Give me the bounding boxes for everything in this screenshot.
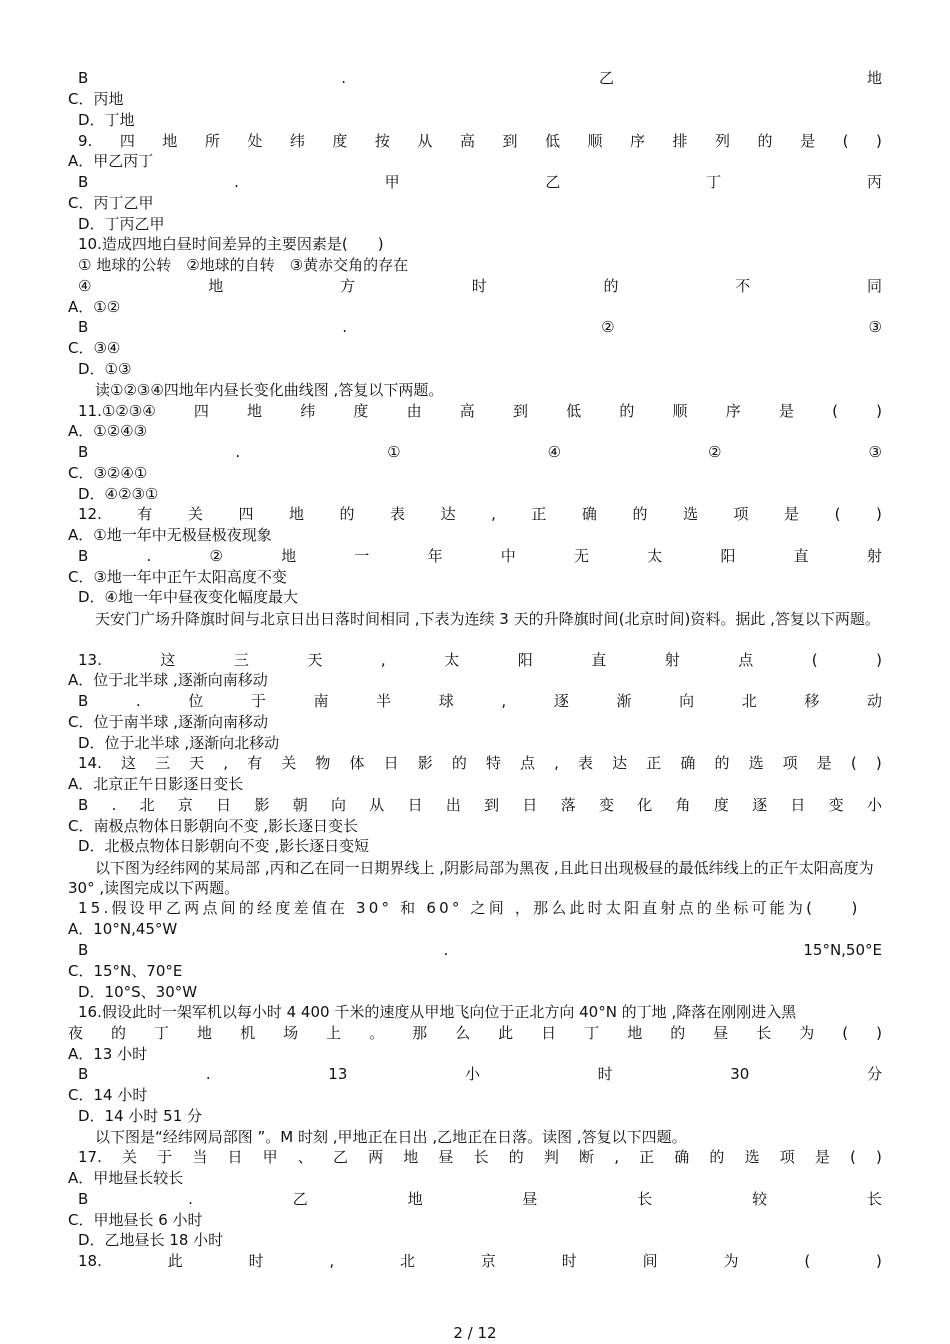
q12-stem xyxy=(78,505,882,524)
text-token: 小 xyxy=(866,796,882,814)
text-token: 这 xyxy=(120,754,136,772)
text-token: , xyxy=(614,1148,619,1166)
text-token: 的 xyxy=(111,1024,127,1042)
text-token: 正 xyxy=(639,1148,655,1166)
q15-option-b xyxy=(78,941,882,960)
text-token: B xyxy=(78,941,89,959)
text-token: 15°N,50°E xyxy=(803,941,882,959)
text-token: 的 xyxy=(670,1024,686,1042)
q8-option-c: C．丙地 xyxy=(68,90,124,108)
text-token: 低 xyxy=(544,132,560,150)
text-token: 地 xyxy=(866,69,882,87)
text-token: 17. xyxy=(78,1148,102,1166)
text-token: 地 xyxy=(288,505,304,523)
text-token: ( xyxy=(804,1252,811,1270)
text-token: 时 xyxy=(248,1252,264,1270)
text-token: 序 xyxy=(630,132,646,150)
text-token: 丁 xyxy=(706,173,722,191)
text-token: 变 xyxy=(598,796,614,814)
text-token: 选 xyxy=(744,1148,760,1166)
text-token: 低 xyxy=(566,402,582,420)
text-token: 到 xyxy=(502,132,518,150)
text-token: 长 xyxy=(756,1024,772,1042)
q13-stem xyxy=(78,651,882,670)
text-token: ② xyxy=(708,443,722,461)
text-token: 选 xyxy=(748,754,764,772)
text-token: 四 xyxy=(193,402,209,420)
text-token: 是 xyxy=(784,505,800,523)
text-token: 京 xyxy=(177,796,193,814)
q13-option-c: C．位于南半球 ,逐渐向南移动 xyxy=(68,713,269,731)
text-token: 确 xyxy=(674,1148,690,1166)
text-token: 地 xyxy=(403,1148,419,1166)
text-token: 顺 xyxy=(587,132,603,150)
text-token: 昼 xyxy=(438,1148,454,1166)
text-token: 的 xyxy=(619,402,635,420)
text-token: 丁 xyxy=(584,1024,600,1042)
text-token: 长 xyxy=(473,1148,489,1166)
text-token: 向 xyxy=(679,692,695,710)
q9-option-d: D．丁丙乙甲 xyxy=(78,215,165,233)
q14-option-a: A．北京正午日影逐日变长 xyxy=(68,775,244,793)
text-token: 向 xyxy=(331,796,347,814)
text-token: 化 xyxy=(637,796,653,814)
text-token: 分 xyxy=(866,1065,882,1083)
text-token: 顺 xyxy=(672,402,688,420)
text-token: 地 xyxy=(162,132,178,150)
q16-option-b xyxy=(78,1065,882,1084)
q12-option-b xyxy=(78,547,882,566)
q8-option-d: D．丁地 xyxy=(78,111,135,129)
text-token: 。 xyxy=(369,1024,385,1042)
text-token: 项 xyxy=(733,505,749,523)
text-token: 直 xyxy=(591,651,607,669)
text-token: 排 xyxy=(672,132,688,150)
page-number: 2 / 12 xyxy=(453,1324,497,1342)
text-token: 射 xyxy=(664,651,680,669)
text-token: ① xyxy=(387,443,401,461)
text-token: 的 xyxy=(603,277,619,295)
q16-stem-line-2 xyxy=(68,1024,882,1043)
text-token: 朝 xyxy=(292,796,308,814)
text-token: , xyxy=(501,692,507,710)
text-token: B xyxy=(78,443,89,461)
text-token: , xyxy=(380,651,386,669)
text-token: 丙 xyxy=(866,173,882,191)
text-token: 13. xyxy=(78,651,102,669)
text-token: 点 xyxy=(520,754,536,772)
q16-option-d: D．14 小时 51 分 xyxy=(78,1107,203,1125)
text-token: 方 xyxy=(339,277,355,295)
text-token: 日 xyxy=(522,796,538,814)
q10-option-b xyxy=(78,318,882,337)
text-token: 所 xyxy=(204,132,220,150)
text-token: 夜 xyxy=(68,1024,84,1042)
q9-option-b xyxy=(78,173,882,192)
text-token: 长 xyxy=(866,1190,882,1208)
text-token: 影 xyxy=(417,754,433,772)
text-token: 年 xyxy=(427,547,443,565)
q9-stem xyxy=(78,132,882,151)
text-token: , xyxy=(223,754,229,772)
text-token: 乙 xyxy=(332,1148,348,1166)
text-token: 时 xyxy=(597,1065,613,1083)
q13-option-d: D．位于北半球 ,逐渐向北移动 xyxy=(78,734,280,752)
text-token: 太 xyxy=(444,651,460,669)
text-token: 逐 xyxy=(752,796,768,814)
text-token: 度 xyxy=(353,402,369,420)
text-token: 的 xyxy=(757,132,773,150)
text-token: 半 xyxy=(376,692,392,710)
text-token: 的 xyxy=(339,505,355,523)
text-token: 甲 xyxy=(262,1148,278,1166)
text-token: 为 xyxy=(723,1252,739,1270)
text-token: 的 xyxy=(709,1148,725,1166)
text-token: 不 xyxy=(735,277,751,295)
text-token: ④ xyxy=(547,443,562,461)
text-token: 场 xyxy=(283,1024,299,1042)
text-token: 天 xyxy=(307,651,323,669)
text-token: , xyxy=(329,1252,335,1270)
text-token: ( xyxy=(850,754,857,772)
text-token: 关 xyxy=(281,754,297,772)
text-token: ) xyxy=(875,754,882,772)
q15-option-a: A．10°N,45°W xyxy=(68,920,178,938)
text-token: B xyxy=(78,547,89,565)
text-token: 出 xyxy=(445,796,461,814)
text-token: 的 xyxy=(632,505,648,523)
text-token: 高 xyxy=(459,132,475,150)
q15-stem: 15.假设甲乙两点间的经度差值在 30° 和 60° 之间 ，那么此时太阳直射点的坐标可能为( ) xyxy=(78,899,861,917)
text-token: 渐 xyxy=(616,692,632,710)
text-token: 特 xyxy=(485,754,501,772)
text-token: 机 xyxy=(240,1024,256,1042)
text-token: 太 xyxy=(647,547,663,565)
q10-option-c: C．③④ xyxy=(68,339,121,357)
text-token: 地 xyxy=(627,1024,643,1042)
text-token: 角 xyxy=(675,796,691,814)
q14-option-d: D．北极点物体日影朝向不变 ,影长逐日变短 xyxy=(78,837,370,855)
text-token: 关 xyxy=(122,1148,138,1166)
text-token: 项 xyxy=(779,1148,795,1166)
q17-option-d: D．乙地昼长 18 小时 xyxy=(78,1231,224,1249)
text-token: 于 xyxy=(250,692,266,710)
text-token: 逐 xyxy=(553,692,569,710)
q11-option-d: D．④②③① xyxy=(78,485,159,503)
q17-stem xyxy=(78,1148,882,1167)
text-token: ) xyxy=(875,505,882,523)
text-token: 高 xyxy=(459,402,475,420)
text-token: 南 xyxy=(313,692,329,710)
text-token: 一 xyxy=(354,547,370,565)
text-token: 时 xyxy=(561,1252,577,1270)
text-token: ③ xyxy=(868,318,882,336)
text-token: ② xyxy=(209,547,223,565)
text-token: 从 xyxy=(369,796,385,814)
text-token: 日 xyxy=(383,754,399,772)
q16-option-c: C．14 小时 xyxy=(68,1086,148,1104)
text-token: . xyxy=(234,173,239,191)
text-token: . xyxy=(205,1065,211,1083)
text-token: B xyxy=(78,692,89,710)
text-token: 京 xyxy=(480,1252,496,1270)
text-token: 中 xyxy=(500,547,516,565)
text-token: ( xyxy=(834,505,841,523)
text-token: ( xyxy=(811,651,818,669)
text-token: 选 xyxy=(682,505,698,523)
text-token: 乙 xyxy=(292,1190,308,1208)
text-token: 北 xyxy=(139,796,155,814)
text-token: 30 xyxy=(730,1065,750,1083)
text-token: B xyxy=(78,318,89,336)
q12-option-a: A．①地一年中无极昼极夜现象 xyxy=(68,526,272,544)
text-token: 较 xyxy=(752,1190,768,1208)
text-token: . xyxy=(135,692,141,710)
text-token: 落 xyxy=(560,796,576,814)
text-token: 日 xyxy=(227,1148,243,1166)
text-token: 日 xyxy=(407,796,423,814)
text-token: 北 xyxy=(400,1252,416,1270)
text-token: 11.①②③④ xyxy=(78,402,156,420)
text-token: 三 xyxy=(155,754,171,772)
text-token: 度 xyxy=(713,796,729,814)
q9-option-a: A．甲乙丙丁 xyxy=(68,152,154,170)
text-token: 于 xyxy=(157,1148,173,1166)
text-token: 按 xyxy=(374,132,390,150)
text-token: ) xyxy=(876,1148,882,1166)
text-token: 正 xyxy=(646,754,662,772)
text-token: 达 xyxy=(440,505,456,523)
text-token: ) xyxy=(876,651,882,669)
text-token: 阳 xyxy=(517,651,533,669)
text-token: 18. xyxy=(78,1252,102,1270)
intro-q13-q14: 天安门广场升降旗时间与北京日出日落时间相同 ,下表为连续 3 天的升降旗时间(北京时间)资料。据此 ,答复以下两题。 xyxy=(95,610,880,628)
text-token: 由 xyxy=(406,402,422,420)
text-token: 那 xyxy=(412,1024,428,1042)
text-token: 地 xyxy=(407,1190,423,1208)
q16-option-a: A．13 小时 xyxy=(68,1045,148,1063)
q13-option-b xyxy=(78,692,882,711)
text-token: 点 xyxy=(738,651,754,669)
text-token: ② xyxy=(601,318,615,336)
text-token: 从 xyxy=(417,132,433,150)
text-token: 纬 xyxy=(289,132,305,150)
text-token: 四 xyxy=(238,505,254,523)
q10-factors: ① 地球的公转 ②地球的自转 ③黄赤交角的存在 xyxy=(78,256,409,274)
text-token: . xyxy=(443,941,449,959)
q17-option-b xyxy=(78,1190,882,1209)
text-token: 昼 xyxy=(522,1190,538,1208)
text-token: 表 xyxy=(578,754,594,772)
text-token: 确 xyxy=(581,505,597,523)
text-token: 地 xyxy=(208,277,224,295)
text-token: 序 xyxy=(725,402,741,420)
text-token: B xyxy=(78,1065,89,1083)
text-token: , xyxy=(491,505,496,523)
q10-option-a: A．①② xyxy=(68,298,121,316)
text-token: 是 xyxy=(816,754,832,772)
text-token: 地 xyxy=(197,1024,213,1042)
text-token: 体 xyxy=(349,754,365,772)
text-token: 日 xyxy=(216,796,232,814)
text-token: 纬 xyxy=(300,402,316,420)
text-token: 此 xyxy=(167,1252,183,1270)
q10-factor-4 xyxy=(78,277,882,296)
text-token: 到 xyxy=(484,796,500,814)
intro-q17-q20: 以下图是“经纬网局部图 ”。M 时刻 ,甲地正在日出 ,乙地正在日落。读图 ,答复以下四题。 xyxy=(95,1128,687,1146)
text-token: 球 xyxy=(438,692,454,710)
text-token: B xyxy=(78,173,89,191)
text-token: B xyxy=(78,1190,89,1208)
text-token: 天 xyxy=(189,754,205,772)
text-token: 列 xyxy=(715,132,731,150)
text-token: 三 xyxy=(233,651,249,669)
text-token: 此 xyxy=(498,1024,514,1042)
text-token: 的 xyxy=(714,754,730,772)
text-token: 动 xyxy=(866,692,882,710)
text-token: 乙 xyxy=(545,173,561,191)
text-token: 有 xyxy=(137,505,153,523)
text-token: B xyxy=(78,796,89,814)
text-token: 的 xyxy=(451,754,467,772)
text-token: 两 xyxy=(368,1148,384,1166)
text-token: 长 xyxy=(637,1190,653,1208)
intro-q15-q16: 以下图为经纬网的某局部 ,丙和乙在同一日期界线上 ,阴影局部为黑夜 ,且此日出现极昼的最低纬线上的正午太阳高度为 30° ,读图完成以下两题。 xyxy=(68,859,874,897)
text-token: 14. xyxy=(78,754,102,772)
q15-option-d: D．10°S、30°W xyxy=(78,983,198,1001)
text-token: 关 xyxy=(187,505,203,523)
text-token: 为 xyxy=(799,1024,815,1042)
text-token: 处 xyxy=(247,132,263,150)
text-token: 是 xyxy=(800,132,816,150)
text-token: ( xyxy=(842,1024,849,1042)
q18-stem xyxy=(78,1252,882,1271)
text-token: ③ xyxy=(868,443,882,461)
text-token: 变 xyxy=(828,796,844,814)
text-token: 度 xyxy=(332,132,348,150)
q13-option-a: A．位于北半球 ,逐渐向南移动 xyxy=(68,671,268,689)
text-token: 达 xyxy=(612,754,628,772)
q12-option-d: D．④地一年中昼夜变化幅度最大 xyxy=(78,588,298,606)
text-token: 射 xyxy=(866,547,882,565)
text-token: 到 xyxy=(512,402,528,420)
q15-option-c: C．15°N、70°E xyxy=(68,962,183,980)
text-token: 13 xyxy=(328,1065,348,1083)
text-token: 么 xyxy=(455,1024,471,1042)
text-token: 上 xyxy=(326,1024,342,1042)
text-token: 阳 xyxy=(720,547,736,565)
text-token: 昼 xyxy=(713,1024,729,1042)
text-token: ) xyxy=(876,1252,882,1270)
text-token: ④ xyxy=(78,277,92,295)
text-token: 影 xyxy=(254,796,270,814)
text-token: 表 xyxy=(390,505,406,523)
text-token: 地 xyxy=(281,547,297,565)
text-token: ) xyxy=(875,132,882,150)
q17-option-a: A．甲地昼长较长 xyxy=(68,1169,184,1187)
text-token: 物 xyxy=(315,754,331,772)
q10-option-d: D．①③ xyxy=(78,360,132,378)
text-token: 断 xyxy=(579,1148,595,1166)
q14-option-c: C．南极点物体日影朝向不变 ,影长逐日变长 xyxy=(68,817,359,835)
text-token: 乙 xyxy=(598,69,614,87)
intro-q11-q12: 读①②③④四地年内昼长变化曲线图 ,答复以下两题。 xyxy=(95,381,444,399)
text-token: 丁 xyxy=(154,1024,170,1042)
q14-stem xyxy=(78,754,882,773)
text-token: 、 xyxy=(297,1148,313,1166)
text-token: . xyxy=(341,69,347,87)
text-token: B xyxy=(78,69,89,87)
text-token: ) xyxy=(876,402,882,420)
text-token: 地 xyxy=(247,402,263,420)
text-token: 是 xyxy=(814,1148,830,1166)
q11-option-b xyxy=(78,443,882,462)
q11-option-c: C．③②④① xyxy=(68,464,148,482)
text-token: . xyxy=(111,796,117,814)
text-token: 9. xyxy=(78,132,93,150)
q11-option-a: A．①②④③ xyxy=(68,422,148,440)
text-token: 日 xyxy=(541,1024,557,1042)
text-token: 有 xyxy=(247,754,263,772)
text-token: 是 xyxy=(778,402,794,420)
text-token: 无 xyxy=(574,547,590,565)
q9-option-c: C．丙丁乙甲 xyxy=(68,194,154,212)
text-token: ( xyxy=(832,402,838,420)
text-token: 当 xyxy=(192,1148,208,1166)
text-token: 位 xyxy=(188,692,204,710)
text-token: 时 xyxy=(471,277,487,295)
text-token: 间 xyxy=(642,1252,658,1270)
q14-option-b xyxy=(78,796,882,815)
text-token: 项 xyxy=(782,754,798,772)
text-token: . xyxy=(235,443,241,461)
q17-option-c: C．甲地昼长 6 小时 xyxy=(68,1211,203,1229)
text-token: 的 xyxy=(508,1148,524,1166)
text-token: 同 xyxy=(866,277,882,295)
text-token: 判 xyxy=(543,1148,559,1166)
text-token: 确 xyxy=(680,754,696,772)
text-token: ( xyxy=(850,1148,856,1166)
text-token: . xyxy=(188,1190,193,1208)
q12-option-c: C．③地一年中正午太阳高度不变 xyxy=(68,568,287,586)
text-token: 12. xyxy=(78,505,102,523)
q8-option-b xyxy=(78,69,882,88)
text-token: . xyxy=(342,318,348,336)
text-token: 小 xyxy=(465,1065,481,1083)
q10-stem: 10.造成四地白昼时间差异的主要因素是( ) xyxy=(78,235,384,253)
text-token: 四 xyxy=(119,132,135,150)
q11-stem xyxy=(78,402,882,421)
text-token: 北 xyxy=(741,692,757,710)
text-token: , xyxy=(554,754,559,772)
text-token: ) xyxy=(876,1024,882,1042)
text-token: 移 xyxy=(804,692,820,710)
q16-stem-line-1: 16.假设此时一架军机以每小时 4 400 千米的速度从甲地飞向位于正北方向 40°N 的丁地 ,降落在刚刚进入黑 xyxy=(78,1003,797,1021)
text-token: 正 xyxy=(531,505,547,523)
text-token: ( xyxy=(842,132,849,150)
text-token: 日 xyxy=(790,796,806,814)
text-token: . xyxy=(146,547,152,565)
text-token: 甲 xyxy=(384,173,400,191)
text-token: 直 xyxy=(793,547,809,565)
text-token: 这 xyxy=(160,651,176,669)
